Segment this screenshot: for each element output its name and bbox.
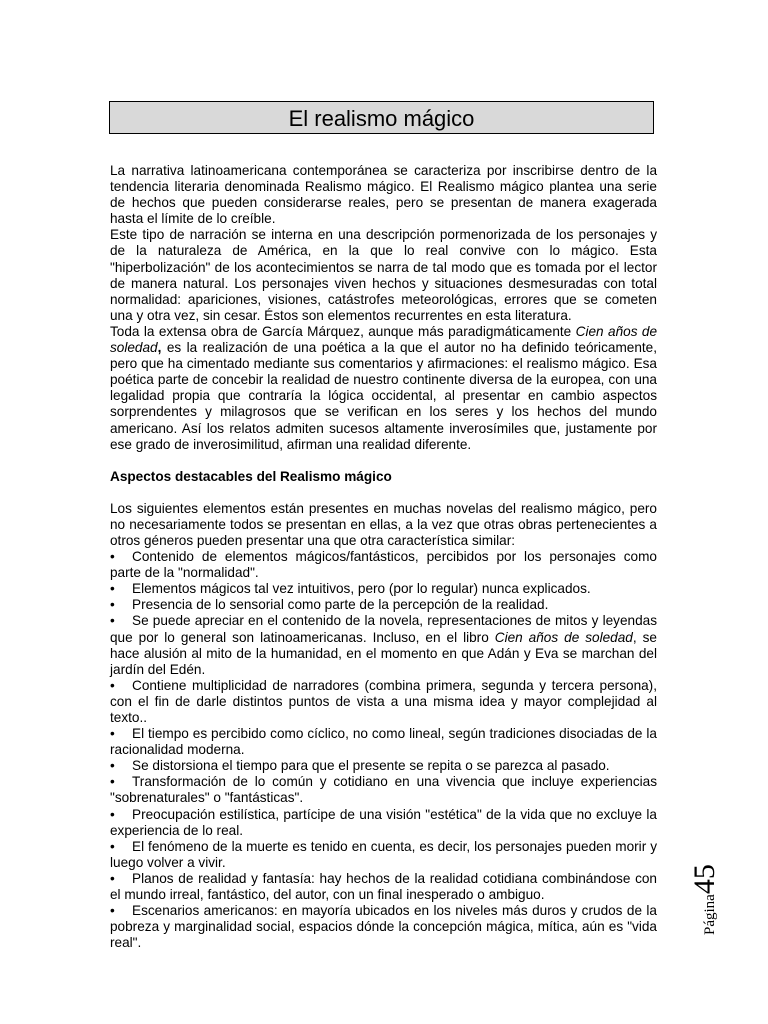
- list-item: [110, 839, 657, 871]
- list-item-text: Preocupación estilística, partícipe de una visión "estética" de la vida que no excluye la experiencia de lo real.: [110, 806, 657, 838]
- bullet-icon: •: [110, 903, 115, 919]
- book-title-cien-anos: Cien años de soledad: [494, 629, 633, 645]
- section-lead: Los siguientes elementos están presentes en muchas novelas del realismo mágico, pero no necesariamente todos se presentan en ellas, a la vez que otras obras pertenecientes a otros géneros pueden presentar una que otra característica similar:: [110, 500, 657, 548]
- list-item: [110, 678, 657, 726]
- list-item-text: Presencia de lo sensorial como parte de la percepción de la realidad.: [132, 597, 549, 613]
- page-number-value: 45: [688, 864, 721, 895]
- bullet-icon: •: [110, 870, 115, 886]
- document-body: [110, 163, 657, 951]
- list-item-text-a: Se puede apreciar en el contenido de la novela, representaciones de mitos y leyendas que por lo general son latinoamericanas. Incluso, en el libro: [110, 613, 657, 645]
- list-item: [110, 549, 657, 581]
- intro-paragraph-3: [110, 324, 657, 453]
- page-title: El realismo mágico: [109, 101, 654, 134]
- list-item: [110, 903, 657, 951]
- intro-p3-comma: ,: [157, 340, 162, 356]
- list-item-text: Se distorsiona el tiempo para que el presente se repita o se parezca al pasado.: [132, 758, 610, 774]
- list-item: [110, 871, 657, 903]
- list-item-text: El tiempo es percibido como cíclico, no como lineal, según tradiciones disociadas de la racionalidad moderna.: [110, 726, 657, 758]
- page-label: Página: [702, 894, 718, 935]
- list-item: [110, 613, 657, 677]
- list-item-text: Elementos mágicos tal vez intuitivos, pero (por lo regular) nunca explicados.: [132, 581, 591, 597]
- bullet-icon: •: [110, 597, 115, 613]
- list-item: [110, 807, 657, 839]
- bullet-icon: •: [110, 613, 115, 629]
- intro-paragraph-2: Este tipo de narración se interna en una descripción pormenorizada de los personajes y de la naturaleza de América, en la que lo real convive con lo mágico. Esta "hiperbolización" de los acontecimientos se narra de tal modo que es tomada por el lector de manera natural. Los personajes viven hechos y situaciones desmesuradas con total normalidad: apariciones, visiones, catástrofes meteorológicas, errores que se cometen una y otra vez, sin cesar. Éstos son elementos recurrentes en esta literatura.: [110, 227, 657, 323]
- bullet-icon: •: [110, 758, 115, 774]
- page-number: [688, 864, 722, 935]
- list-item: [110, 758, 657, 774]
- list-item: [110, 774, 657, 806]
- bullet-icon: •: [110, 726, 115, 742]
- list-item-text-b: , se hace alusión al mito de la humanidad, en el momento en que Adán y Eva se marchan del jardín del Edén.: [110, 629, 657, 677]
- list-item-text: Escenarios americanos: en mayoría ubicados en los niveles más duros y crudos de la pobreza y marginalidad social, espacios dónde la concepción mágica, mítica, aún es "vida real".: [110, 903, 657, 951]
- list-item-text: Contiene multiplicidad de narradores (combina primera, segunda y tercera persona), con el fin de darle distintos puntos de vista a una misma idea y mayor complejidad al texto..: [110, 677, 657, 725]
- intro-p3-text-b: es la realización de una poética a la que el autor no ha definido teóricamente, pero que ha cimentado mediante sus comentarios y afirmaciones: el realismo mágico. Esa poética parte de concebir la realidad de nuestro continente diversa de la europea, con una legalidad propia que contraría la lógica occidental, al presentar en cambio aspectos sorprendentes y milagrosos que se verifican en los seres y los hechos del mundo americano. Así los relatos admiten sucesos altamente inverosímiles que, justamente por ese grado de inverosimilitud, afirman una realidad diferente.: [110, 340, 657, 452]
- list-item-text: Planos de realidad y fantasía: hay hechos de la realidad cotidiana combinándose con el mundo irreal, fantástico, del autor, con un final inesperado o ambiguo.: [110, 870, 657, 903]
- bullet-icon: •: [110, 838, 115, 854]
- section-heading: Aspectos destacables del Realismo mágico: [110, 468, 392, 484]
- list-item-text: Contenido de elementos mágicos/fantásticos, percibidos por los personajes como parte de la "normalidad".: [110, 549, 657, 581]
- bullet-icon: •: [110, 774, 115, 790]
- intro-p3-text-a: Toda la extensa obra de García Márquez, aunque más paradigmáticamente: [110, 323, 576, 339]
- list-item-text: Transformación de lo común y cotidiano en una vivencia que incluye experiencias "sobrenaturales" o "fantásticas".: [110, 774, 657, 806]
- list-item: [110, 726, 657, 758]
- bullet-icon: •: [110, 581, 115, 597]
- intro-paragraph-1: La narrativa latinoamericana contemporánea se caracteriza por inscribirse dentro de la tendencia literaria denominada Realismo mágico. El Realismo mágico plantea una serie de hechos que pueden considerarse reales, pero se presentan de manera exagerada hasta el límite de lo creíble.: [110, 163, 657, 227]
- book-title-cien-anos: Cien años de soledad: [110, 323, 658, 356]
- bullet-icon: •: [110, 677, 115, 693]
- bullet-icon: •: [110, 549, 115, 565]
- list-item: [110, 597, 657, 613]
- list-item: [110, 581, 657, 597]
- bullet-icon: •: [110, 806, 115, 822]
- list-item-text: El fenómeno de la muerte es tenido en cuenta, es decir, los personajes pueden morir y luego volver a vivir.: [110, 838, 657, 870]
